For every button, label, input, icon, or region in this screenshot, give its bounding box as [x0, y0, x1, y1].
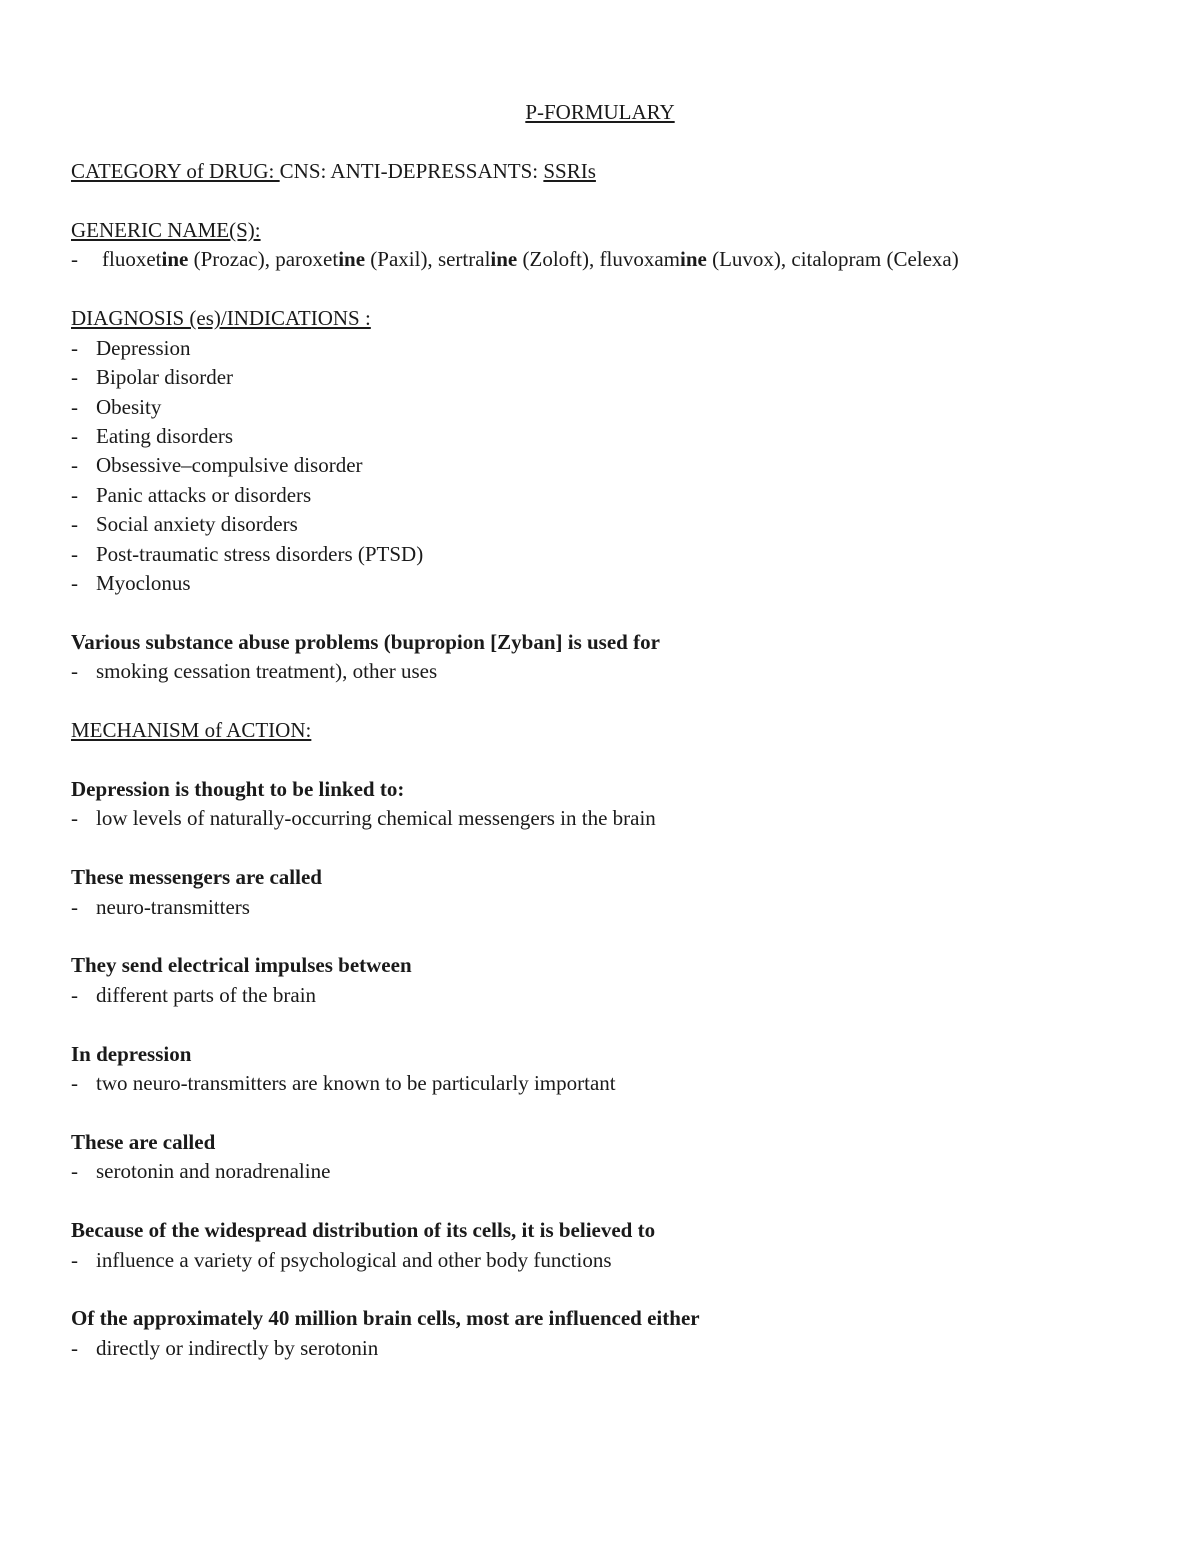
mechanism-heading: These messengers are called — [71, 865, 322, 889]
bullet-dash: - — [71, 542, 78, 566]
bullet-dash: - — [71, 512, 78, 536]
diagnosis-item: - Obesity — [71, 393, 161, 422]
generic-drug-list — [71, 245, 959, 274]
bullet-dash: - — [71, 247, 78, 271]
mechanism-heading: Depression is thought to be linked to: — [71, 777, 405, 801]
diagnosis-item: - Depression — [71, 334, 190, 363]
mechanism-heading: These are called — [71, 1130, 216, 1154]
mechanism-item: - neuro-transmitters — [71, 893, 250, 922]
mechanism-heading: They send electrical impulses between — [71, 953, 412, 977]
bullet-dash: - — [71, 483, 78, 507]
bullet-dash: - — [71, 806, 78, 830]
diagnosis-item: - Panic attacks or disorders — [71, 481, 311, 510]
mechanism-heading: Because of the widespread distribution of its cells, it is believed to — [71, 1218, 656, 1242]
diagnosis-item: - Eating disorders — [71, 422, 233, 451]
diagnosis-item: - Bipolar disorder — [71, 363, 233, 392]
mechanism-label: MECHANISM of ACTION: — [71, 718, 312, 742]
mechanism-heading: Of the approximately 40 million brain cells, most are influenced either — [71, 1306, 700, 1330]
bullet-dash: - — [71, 1071, 78, 1095]
bullet-dash: - — [71, 336, 78, 360]
bullet-dash: - — [71, 1336, 78, 1360]
generic-label: GENERIC NAME(S): — [71, 218, 261, 242]
bullet-dash: - — [71, 659, 78, 683]
bullet-dash: - — [71, 1248, 78, 1272]
substance-heading: Various substance abuse problems (bupropion [Zyban] is used for — [71, 630, 660, 654]
drug-item: fluvoxamine (Luvox), — [599, 247, 792, 271]
page-title: P-FORMULARY — [525, 100, 675, 124]
diagnosis-item: - Myoclonus — [71, 569, 191, 598]
mechanism-item: - directly or indirectly by serotonin — [71, 1334, 378, 1363]
bullet-dash: - — [71, 895, 78, 919]
mechanism-heading: In depression — [71, 1042, 192, 1066]
bullet-dash: - — [71, 395, 78, 419]
bullet-dash: - — [71, 1159, 78, 1183]
bullet-dash: - — [71, 365, 78, 389]
mechanism-item: - different parts of the brain — [71, 981, 316, 1010]
mechanism-item: - low levels of naturally-occurring chemical messengers in the brain — [71, 804, 656, 833]
drug-item: fluoxetine (Prozac), — [102, 247, 276, 271]
mechanism-item: - influence a variety of psychological and other body functions — [71, 1246, 612, 1275]
category-value-tail: SSRIs — [543, 159, 596, 183]
drug-item: citalopram (Celexa) — [791, 247, 959, 271]
substance-item: - smoking cessation treatment), other uses — [71, 657, 437, 686]
category-value: CNS: ANTI-DEPRESSANTS: — [279, 159, 544, 183]
diagnosis-label: DIAGNOSIS (es)/INDICATIONS : — [71, 306, 371, 330]
bullet-dash: - — [71, 571, 78, 595]
bullet-dash: - — [71, 453, 78, 477]
mechanism-item: - serotonin and noradrenaline — [71, 1157, 330, 1186]
category-label: CATEGORY of DRUG: — [71, 159, 280, 183]
bullet-dash: - — [71, 983, 78, 1007]
mechanism-item: - two neuro-transmitters are known to be particularly important — [71, 1069, 616, 1098]
drug-item: sertraline (Zoloft), — [437, 247, 600, 271]
category-line — [71, 157, 596, 186]
bullet-dash: - — [71, 424, 78, 448]
diagnosis-item: - Post-traumatic stress disorders (PTSD) — [71, 540, 423, 569]
diagnosis-item: - Obsessive–compulsive disorder — [71, 451, 363, 480]
drug-item: paroxetine (Paxil), — [275, 247, 438, 271]
diagnosis-item: - Social anxiety disorders — [71, 510, 298, 539]
